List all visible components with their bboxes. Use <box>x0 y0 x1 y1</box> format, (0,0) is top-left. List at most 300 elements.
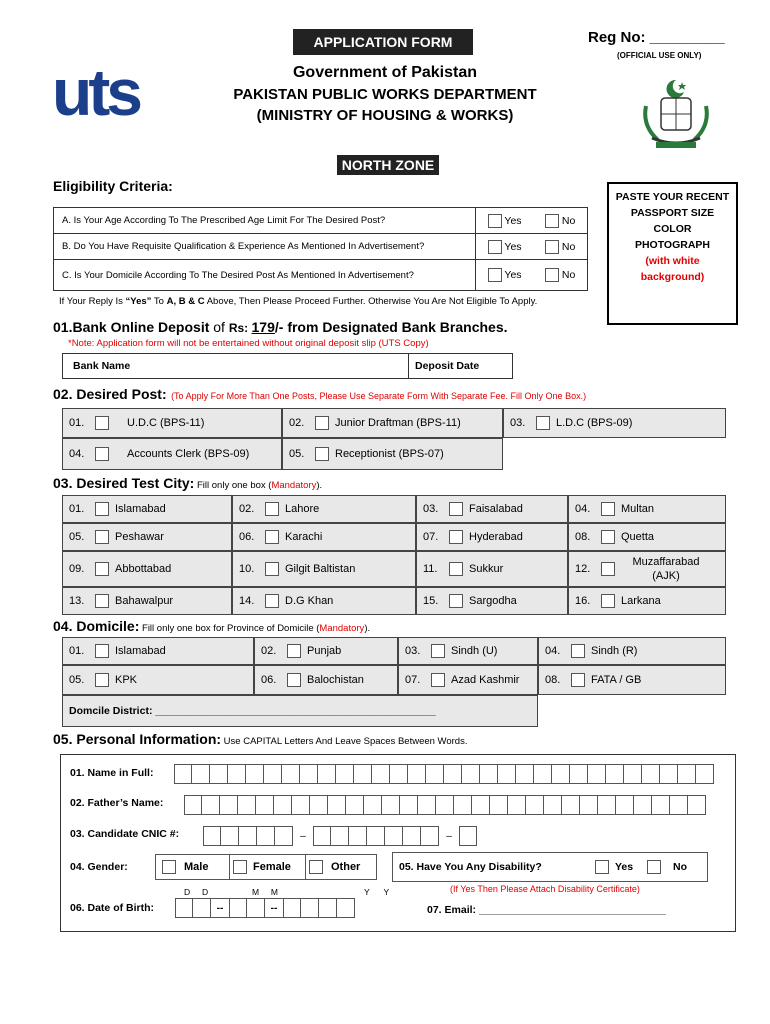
no-a-checkbox[interactable] <box>545 214 559 228</box>
name-char-box[interactable] <box>174 764 192 784</box>
name-char-box[interactable] <box>462 764 480 784</box>
father-name-char-box[interactable] <box>562 795 580 815</box>
name-char-box[interactable] <box>408 764 426 784</box>
domicile-title: 04. Domicile: <box>53 618 140 634</box>
photo-line-1: PASTE YOUR RECENT <box>615 191 730 203</box>
eligibility-row-b <box>54 234 587 260</box>
father-name-char-box[interactable] <box>292 795 310 815</box>
city-checkbox-7[interactable] <box>449 530 463 544</box>
no-a-label: No <box>561 214 576 227</box>
father-name-label: 02. Father’s Name: <box>70 797 164 809</box>
cnic-char-box[interactable] <box>331 826 349 846</box>
city-label-13: Bahawalpur <box>115 595 174 607</box>
domicile-district-field[interactable] <box>62 695 538 727</box>
yes-a-checkbox[interactable] <box>488 214 502 228</box>
post-option-2[interactable] <box>282 408 503 438</box>
city-num-9: 09. <box>69 563 85 575</box>
father-name-char-box[interactable] <box>220 795 238 815</box>
city-note-c: ). <box>316 480 323 491</box>
name-char-box[interactable] <box>570 764 588 784</box>
father-name-char-box[interactable] <box>418 795 436 815</box>
city-label-12: Muzaffarabad (AJK) <box>632 556 700 582</box>
post-checkbox-4[interactable] <box>95 447 109 461</box>
city-checkbox-2[interactable] <box>265 502 279 516</box>
yes-a[interactable] <box>488 214 522 228</box>
name-char-box[interactable] <box>300 764 318 784</box>
father-name-char-box[interactable] <box>544 795 562 815</box>
domicile-option-8[interactable] <box>538 665 726 695</box>
city-num-14: 14. <box>239 595 255 607</box>
post-label-3: L.D.C (BPS-09) <box>556 417 633 429</box>
dept-title: PAKISTAN PUBLIC WORKS DEPARTMENT <box>233 86 537 103</box>
ministry-title: (MINISTRY OF HOUSING & WORKS) <box>256 107 514 124</box>
city-num-8: 08. <box>575 531 591 543</box>
name-char-box[interactable] <box>192 764 210 784</box>
male-label: Male <box>184 861 209 873</box>
city-num-13: 13. <box>69 595 85 607</box>
no-c[interactable] <box>545 268 575 282</box>
city-checkbox-9[interactable] <box>95 562 109 576</box>
father-name-char-box[interactable] <box>328 795 346 815</box>
post-option-5[interactable] <box>282 438 503 470</box>
dob-day-hint: D D <box>184 887 209 897</box>
cnic-dash-1: – <box>300 830 306 842</box>
official-use-label: (OFFICIAL USE ONLY) <box>617 51 702 60</box>
name-char-box[interactable] <box>534 764 552 784</box>
name-char-box[interactable] <box>282 764 300 784</box>
note-abc: A, B & C <box>166 296 205 307</box>
city-option-5[interactable] <box>62 523 232 551</box>
disability-box <box>392 852 708 882</box>
domicile-option-4[interactable] <box>538 637 726 665</box>
city-label-5: Peshawar <box>115 531 164 543</box>
father-name-char-box[interactable] <box>256 795 274 815</box>
cnic-char-box[interactable] <box>349 826 367 846</box>
name-char-box[interactable] <box>498 764 516 784</box>
domicile-option-5[interactable] <box>62 665 254 695</box>
city-checkbox-14[interactable] <box>265 594 279 608</box>
city-checkbox-15[interactable] <box>449 594 463 608</box>
domicile-checkbox-8[interactable] <box>571 673 585 687</box>
name-char-box[interactable] <box>588 764 606 784</box>
cnic-label: 03. Candidate CNIC #: <box>70 828 180 840</box>
father-name-char-box[interactable] <box>688 795 706 815</box>
cnic-char-box[interactable] <box>221 826 239 846</box>
deposit-title-c: Rs: <box>228 321 252 335</box>
father-name-char-box[interactable] <box>400 795 418 815</box>
father-name-char-box[interactable] <box>202 795 220 815</box>
name-char-box[interactable] <box>480 764 498 784</box>
note-pre: If Your Reply Is <box>59 296 126 307</box>
bank-name-field[interactable] <box>63 354 409 378</box>
deposit-title-a: 01.Bank Online Deposit <box>53 319 214 335</box>
post-label-5: Receptionist (BPS-07) <box>335 448 444 460</box>
dob-year-char-box[interactable] <box>337 898 355 918</box>
name-char-box[interactable] <box>210 764 228 784</box>
domicile-label-4: Sindh (R) <box>591 645 638 657</box>
eligibility-row-a <box>54 208 587 234</box>
dob-month-char-box[interactable] <box>247 898 265 918</box>
father-name-char-box[interactable] <box>508 795 526 815</box>
city-checkbox-10[interactable] <box>265 562 279 576</box>
cnic-char-box[interactable] <box>239 826 257 846</box>
reg-no-label: Reg No: _________ <box>588 29 725 46</box>
dob-year-hint: Y Y <box>364 887 390 897</box>
father-name-char-box[interactable] <box>490 795 508 815</box>
city-checkbox-11[interactable] <box>449 562 463 576</box>
note-yes: “Yes” <box>125 296 152 307</box>
personal-title-row <box>53 731 467 749</box>
yes-b[interactable] <box>488 240 522 254</box>
note-post: Above, Then Please Proceed Further. Otherwise You Are Not Eligible To Apply. <box>204 296 538 307</box>
domicile-option-2[interactable] <box>254 637 398 665</box>
father-name-char-box[interactable] <box>472 795 490 815</box>
gov-title: Government of Pakistan <box>292 64 478 81</box>
name-char-box[interactable] <box>372 764 390 784</box>
name-char-box[interactable] <box>318 764 336 784</box>
post-num-3: 03. <box>510 417 526 429</box>
father-name-char-box[interactable] <box>652 795 670 815</box>
deposit-date-field[interactable] <box>409 354 512 378</box>
cnic-char-box[interactable] <box>203 826 221 846</box>
dob-year-char-box[interactable] <box>319 898 337 918</box>
other-checkbox[interactable] <box>309 860 323 874</box>
photo-line-3: COLOR <box>653 223 692 235</box>
city-option-14[interactable] <box>232 587 416 615</box>
post-note: (To Apply For More Than One Posts, Please Use Separate Form With Separate Fee. Fill Only One Box.) <box>171 391 587 401</box>
name-char-box[interactable] <box>228 764 246 784</box>
city-option-8[interactable] <box>568 523 726 551</box>
name-char-box[interactable] <box>444 764 462 784</box>
dob-year-char-box[interactable] <box>283 898 301 918</box>
city-num-15: 15. <box>423 595 439 607</box>
disability-yes-label: Yes <box>615 861 634 873</box>
city-checkbox-12[interactable] <box>601 562 615 576</box>
eligibility-row-c <box>54 260 587 290</box>
name-char-box[interactable] <box>264 764 282 784</box>
disability-no-checkbox[interactable] <box>647 860 661 874</box>
city-option-4[interactable] <box>568 495 726 523</box>
name-char-box[interactable] <box>516 764 534 784</box>
deposit-title-b: of <box>213 319 229 335</box>
city-label-1: Islamabad <box>115 503 166 515</box>
domicile-checkbox-3[interactable] <box>431 644 445 658</box>
name-char-box[interactable] <box>336 764 354 784</box>
photo-line-6: background) <box>640 271 705 283</box>
city-num-7: 07. <box>423 531 439 543</box>
deposit-title-d: /- from Designated Bank Branches. <box>274 319 508 335</box>
name-char-box[interactable] <box>354 764 372 784</box>
domicile-district-label: Domcile District: ________________________________________________ <box>69 705 436 717</box>
form-title-badge <box>293 29 473 55</box>
name-char-box[interactable] <box>426 764 444 784</box>
domicile-label-7: Azad Kashmir <box>451 674 520 686</box>
father-name-char-box[interactable] <box>580 795 598 815</box>
deposit-table <box>62 353 513 379</box>
form-title: APPLICATION FORM <box>313 34 453 50</box>
city-label-6: Karachi <box>285 531 323 543</box>
domicile-option-6[interactable] <box>254 665 398 695</box>
city-checkbox-8[interactable] <box>601 530 615 544</box>
post-num-4: 04. <box>69 448 85 460</box>
domicile-checkbox-4[interactable] <box>571 644 585 658</box>
domicile-option-3[interactable] <box>398 637 538 665</box>
disability-no-label: No <box>673 861 687 873</box>
name-char-box[interactable] <box>696 764 714 784</box>
photo-box[interactable] <box>607 182 738 325</box>
deposit-amount: 179 <box>251 319 275 335</box>
domicile-note-mandatory: Mandatory <box>319 623 365 634</box>
father-name-char-box[interactable] <box>382 795 400 815</box>
question-c: C. Is Your Domicile According To The Desired Post As Mentioned In Advertisement? <box>54 260 476 290</box>
city-note-a: Fill only one box ( <box>194 480 272 491</box>
father-name-char-box[interactable] <box>634 795 652 815</box>
no-a[interactable] <box>545 214 575 228</box>
cnic-char-box[interactable] <box>459 826 477 846</box>
photo-line-5: (with white <box>645 255 700 267</box>
father-name-char-box[interactable] <box>526 795 544 815</box>
domicile-num-5: 05. <box>69 674 85 686</box>
name-char-box[interactable] <box>678 764 696 784</box>
domicile-note-c: ). <box>364 623 371 634</box>
city-checkbox-6[interactable] <box>265 530 279 544</box>
city-label-10: Gilgit Baltistan <box>285 563 356 575</box>
dob-sep-2: -- <box>265 898 283 918</box>
city-option-10[interactable] <box>232 551 416 587</box>
city-label-4: Multan <box>621 503 655 515</box>
city-label-15: Sargodha <box>469 595 517 607</box>
city-option-12[interactable] <box>568 551 726 587</box>
name-char-box[interactable] <box>552 764 570 784</box>
domicile-num-6: 06. <box>261 674 277 686</box>
post-option-3[interactable] <box>503 408 726 438</box>
post-option-1[interactable] <box>62 408 282 438</box>
city-option-16[interactable] <box>568 587 726 615</box>
name-char-box[interactable] <box>624 764 642 784</box>
city-label-3: Faisalabad <box>469 503 523 515</box>
city-label-8: Quetta <box>621 531 655 543</box>
father-name-char-box[interactable] <box>670 795 688 815</box>
cnic-char-box[interactable] <box>367 826 385 846</box>
father-name-char-box[interactable] <box>310 795 328 815</box>
city-num-16: 16. <box>575 595 591 607</box>
city-option-1[interactable] <box>62 495 232 523</box>
name-char-box[interactable] <box>606 764 624 784</box>
deposit-date-label: Deposit Date <box>415 360 480 372</box>
city-label-9: Abbottabad <box>115 563 172 575</box>
cnic-input-boxes[interactable] <box>203 826 477 846</box>
photo-line-2: PASSPORT SIZE <box>630 207 715 219</box>
dob-day-char-box[interactable] <box>175 898 193 918</box>
father-name-char-box[interactable] <box>364 795 382 815</box>
domicile-num-3: 03. <box>405 645 421 657</box>
personal-title: 05. Personal Information: <box>53 731 222 747</box>
father-name-input-boxes[interactable] <box>184 795 706 815</box>
father-name-char-box[interactable] <box>184 795 202 815</box>
no-c-checkbox[interactable] <box>545 268 559 282</box>
email-field[interactable]: 07. Email: ________________________________ <box>427 904 666 916</box>
cnic-char-box[interactable] <box>385 826 403 846</box>
city-option-11[interactable] <box>416 551 568 587</box>
no-c-label: No <box>561 268 576 281</box>
city-title-row <box>53 475 322 493</box>
cnic-char-box[interactable] <box>403 826 421 846</box>
post-option-4[interactable] <box>62 438 282 470</box>
personal-note: Use CAPITAL Letters And Leave Spaces Between Words. <box>221 736 468 747</box>
city-option-15[interactable] <box>416 587 568 615</box>
name-input-boxes[interactable] <box>174 764 714 784</box>
father-name-char-box[interactable] <box>436 795 454 815</box>
father-name-char-box[interactable] <box>346 795 364 815</box>
father-name-char-box[interactable] <box>598 795 616 815</box>
gender-female[interactable] <box>230 855 306 879</box>
city-label-14: D.G Khan <box>285 595 334 607</box>
city-num-10: 10. <box>239 563 255 575</box>
domicile-checkbox-1[interactable] <box>95 644 109 658</box>
post-label-4: Accounts Clerk (BPS-09) <box>127 448 250 460</box>
domicile-num-4: 04. <box>545 645 561 657</box>
pakistan-emblem-icon <box>636 76 716 156</box>
post-title: 02. Desired Post: <box>53 386 167 402</box>
yes-c-checkbox[interactable] <box>488 268 502 282</box>
post-num-2: 02. <box>289 417 305 429</box>
name-char-box[interactable] <box>390 764 408 784</box>
post-checkbox-5[interactable] <box>315 447 329 461</box>
gender-label: 04. Gender: <box>70 861 128 873</box>
name-char-box[interactable] <box>246 764 264 784</box>
disability-note: (If Yes Then Please Attach Disability Certificate) <box>450 884 640 894</box>
dob-label: 06. Date of Birth: <box>70 902 155 914</box>
domicile-label-5: KPK <box>115 674 138 686</box>
domicile-num-2: 02. <box>261 645 277 657</box>
eligibility-note <box>59 296 537 307</box>
city-option-13[interactable] <box>62 587 232 615</box>
post-checkbox-3[interactable] <box>536 416 550 430</box>
domicile-label-6: Balochistan <box>307 674 364 686</box>
name-char-box[interactable] <box>660 764 678 784</box>
dob-month-hint: M M <box>252 887 278 897</box>
name-char-box[interactable] <box>642 764 660 784</box>
city-option-6[interactable] <box>232 523 416 551</box>
domicile-note-a: Fill only one box for Province of Domicile ( <box>139 623 320 634</box>
disability-yes-checkbox[interactable] <box>595 860 609 874</box>
zone-label: NORTH ZONE <box>341 157 435 173</box>
domicile-num-1: 01. <box>69 645 85 657</box>
city-checkbox-1[interactable] <box>95 502 109 516</box>
post-title-row <box>53 386 586 404</box>
no-b[interactable] <box>545 240 575 254</box>
zone-badge <box>337 155 439 175</box>
domicile-checkbox-2[interactable] <box>287 644 301 658</box>
female-checkbox[interactable] <box>233 860 247 874</box>
city-num-6: 06. <box>239 531 255 543</box>
gender-options <box>155 854 377 880</box>
bank-name-label: Bank Name <box>73 360 131 372</box>
domicile-option-1[interactable] <box>62 637 254 665</box>
gender-other[interactable] <box>306 855 376 879</box>
domicile-num-8: 08. <box>545 674 561 686</box>
name-label: 01. Name in Full: <box>70 767 154 779</box>
domicile-option-7[interactable] <box>398 665 538 695</box>
post-label-2: Junior Draftman (BPS-11) <box>335 417 461 429</box>
other-label: Other <box>331 861 361 873</box>
no-b-checkbox[interactable] <box>545 240 559 254</box>
cnic-dash-2: – <box>446 830 452 842</box>
yes-c-label: Yes <box>504 268 522 281</box>
dob-sep-1: -- <box>211 898 229 918</box>
father-name-char-box[interactable] <box>454 795 472 815</box>
domicile-label-8: FATA / GB <box>591 674 642 686</box>
eligibility-title: Eligibility Criteria: <box>53 178 173 194</box>
city-option-9[interactable] <box>62 551 232 587</box>
city-checkbox-13[interactable] <box>95 594 109 608</box>
city-num-3: 03. <box>423 503 439 515</box>
yes-c[interactable] <box>488 268 522 282</box>
city-checkbox-5[interactable] <box>95 530 109 544</box>
deposit-note: *Note: Application form will not be entertained without original deposit slip (UTS Copy) <box>68 338 429 349</box>
domicile-checkbox-6[interactable] <box>287 673 301 687</box>
city-checkbox-4[interactable] <box>601 502 615 516</box>
city-option-3[interactable] <box>416 495 568 523</box>
city-option-2[interactable] <box>232 495 416 523</box>
dob-format-hint <box>184 887 389 897</box>
domicile-num-7: 07. <box>405 674 421 686</box>
dob-month-char-box[interactable] <box>229 898 247 918</box>
male-checkbox[interactable] <box>162 860 176 874</box>
city-checkbox-3[interactable] <box>449 502 463 516</box>
domicile-checkbox-7[interactable] <box>431 673 445 687</box>
city-num-11: 11. <box>423 563 438 575</box>
post-label-1: U.D.C (BPS-11) <box>127 417 205 429</box>
cnic-char-box[interactable] <box>275 826 293 846</box>
domicile-checkbox-5[interactable] <box>95 673 109 687</box>
domicile-title-row <box>53 618 370 636</box>
city-num-12: 12. <box>575 563 591 575</box>
cnic-char-box[interactable] <box>421 826 439 846</box>
city-checkbox-16[interactable] <box>601 594 615 608</box>
father-name-char-box[interactable] <box>616 795 634 815</box>
eligibility-table <box>53 207 588 291</box>
note-mid: To <box>151 296 167 307</box>
dob-year-char-box[interactable] <box>301 898 319 918</box>
deposit-title <box>53 319 508 335</box>
city-label-2: Lahore <box>285 503 320 515</box>
cnic-char-box[interactable] <box>313 826 331 846</box>
question-a: A. Is Your Age According To The Prescribed Age Limit For The Desired Post? <box>54 208 476 233</box>
father-name-char-box[interactable] <box>238 795 256 815</box>
yes-a-label: Yes <box>504 214 522 227</box>
gender-male[interactable] <box>156 855 230 879</box>
dob-input-boxes[interactable] <box>175 898 355 918</box>
cnic-char-box[interactable] <box>257 826 275 846</box>
uts-logo-text: uts <box>52 55 139 129</box>
city-num-2: 02. <box>239 503 255 515</box>
post-checkbox-2[interactable] <box>315 416 329 430</box>
photo-line-4: PHOTOGRAPH <box>634 239 711 251</box>
post-checkbox-1[interactable] <box>95 416 109 430</box>
city-num-1: 01. <box>69 503 85 515</box>
no-b-label: No <box>561 240 576 253</box>
father-name-char-box[interactable] <box>274 795 292 815</box>
domicile-label-2: Punjab <box>307 645 342 657</box>
yes-b-label: Yes <box>504 240 522 253</box>
dob-day-char-box[interactable] <box>193 898 211 918</box>
yes-b-checkbox[interactable] <box>488 240 502 254</box>
domicile-label-1: Islamabad <box>115 645 166 657</box>
city-title: 03. Desired Test City: <box>53 475 195 491</box>
question-b: B. Do You Have Requisite Qualification & Experience As Mentioned In Advertisement? <box>54 234 476 259</box>
city-option-7[interactable] <box>416 523 568 551</box>
